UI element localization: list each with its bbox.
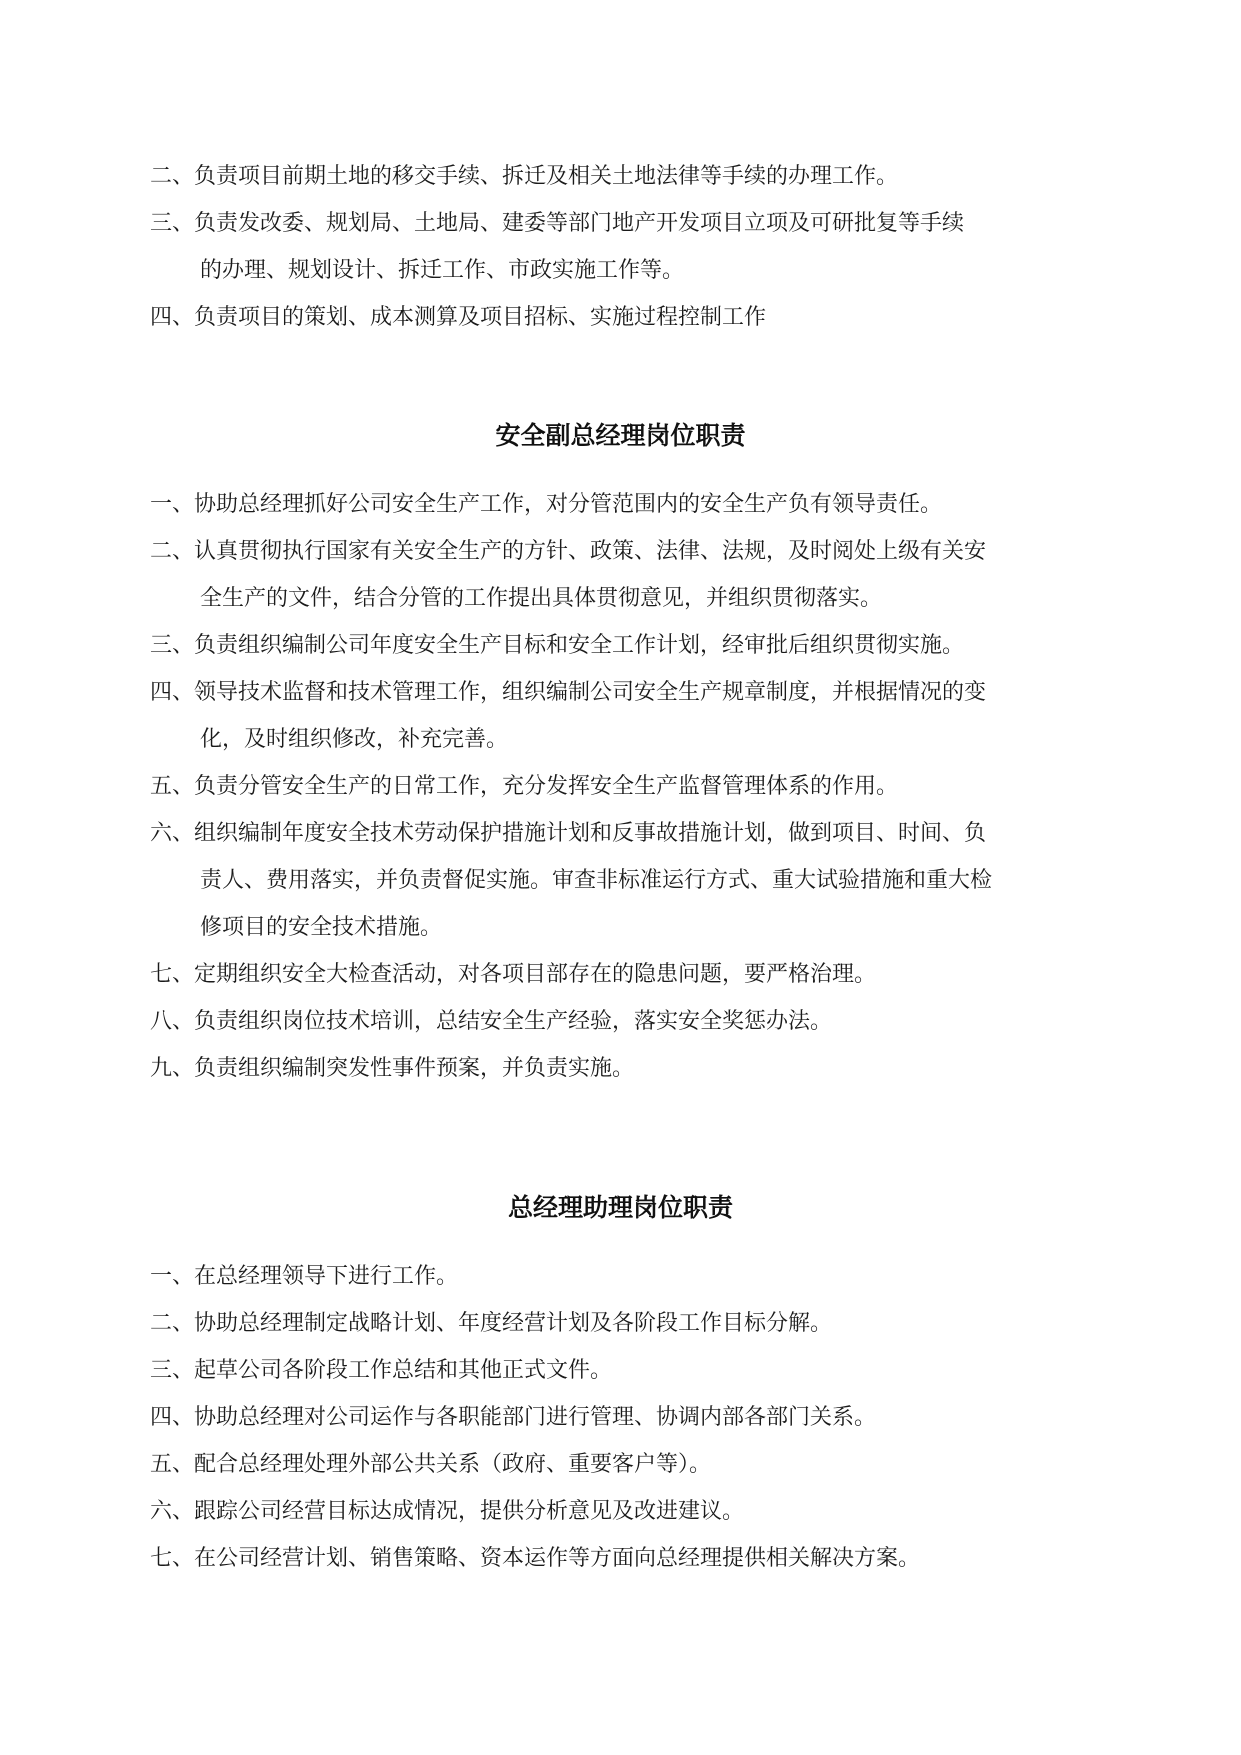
list-item: 九、负责组织编制突发性事件预案，并负责实施。 xyxy=(150,1056,635,1081)
list-item: 七、在公司经营计划、销售策略、资本运作等方面向总经理提供相关解决方案。 xyxy=(150,1546,921,1571)
list-item: 二、协助总经理制定战略计划、年度经营计划及各阶段工作目标分解。 xyxy=(150,1311,833,1336)
list-item: 三、负责组织编制公司年度安全生产目标和安全工作计划，经审批后组织贯彻实施。 xyxy=(150,633,965,658)
list-item: 七、定期组织安全大检查活动，对各项目部存在的隐患问题，要严格治理。 xyxy=(150,962,877,987)
list-item: 五、配合总经理处理外部公共关系（政府、重要客户等）。 xyxy=(150,1452,712,1477)
list-item: 六、组织编制年度安全技术劳动保护措施计划和反事故措施计划，做到项目、时间、负 xyxy=(150,821,987,846)
list-item: 五、负责分管安全生产的日常工作，充分发挥安全生产监督管理体系的作用。 xyxy=(150,774,899,799)
section-title: 安全副总经理岗位职责 xyxy=(495,421,746,450)
list-item: 二、认真贯彻执行国家有关安全生产的方针、政策、法律、法规，及时阅处上级有关安 xyxy=(150,539,987,564)
list-item: 三、负责发改委、规划局、土地局、建委等部门地产开发项目立项及可研批复等手续 xyxy=(150,211,965,236)
list-item: 四、负责项目的策划、成本测算及项目招标、实施过程控制工作 xyxy=(150,305,767,330)
list-item: 一、协助总经理抓好公司安全生产工作，对分管范围内的安全生产负有领导责任。 xyxy=(150,492,943,517)
list-item: 二、负责项目前期土地的移交手续、拆迁及相关土地法律等手续的办理工作。 xyxy=(150,164,899,189)
list-item-continuation: 修项目的安全技术措施。 xyxy=(200,915,443,940)
list-item-continuation: 的办理、规划设计、拆迁工作、市政实施工作等。 xyxy=(200,258,685,283)
section-title: 总经理助理岗位职责 xyxy=(507,1193,733,1222)
list-item-continuation: 责人、费用落实，并负责督促实施。审查非标准运行方式、重大试验措施和重大检 xyxy=(200,868,993,893)
list-item: 四、领导技术监督和技术管理工作，组织编制公司安全生产规章制度，并根据情况的变 xyxy=(150,680,987,705)
list-item-continuation: 全生产的文件，结合分管的工作提出具体贯彻意见，并组织贯彻落实。 xyxy=(200,586,883,611)
list-item: 三、起草公司各阶段工作总结和其他正式文件。 xyxy=(150,1358,613,1383)
list-item: 八、负责组织岗位技术培训，总结安全生产经验，落实安全奖惩办法。 xyxy=(150,1009,833,1034)
list-item: 六、跟踪公司经营目标达成情况，提供分析意见及改进建议。 xyxy=(150,1499,745,1524)
list-item: 四、协助总经理对公司运作与各职能部门进行管理、协调内部各部门关系。 xyxy=(150,1405,877,1430)
list-item-continuation: 化，及时组织修改，补充完善。 xyxy=(200,727,509,752)
list-item: 一、在总经理领导下进行工作。 xyxy=(150,1264,459,1289)
